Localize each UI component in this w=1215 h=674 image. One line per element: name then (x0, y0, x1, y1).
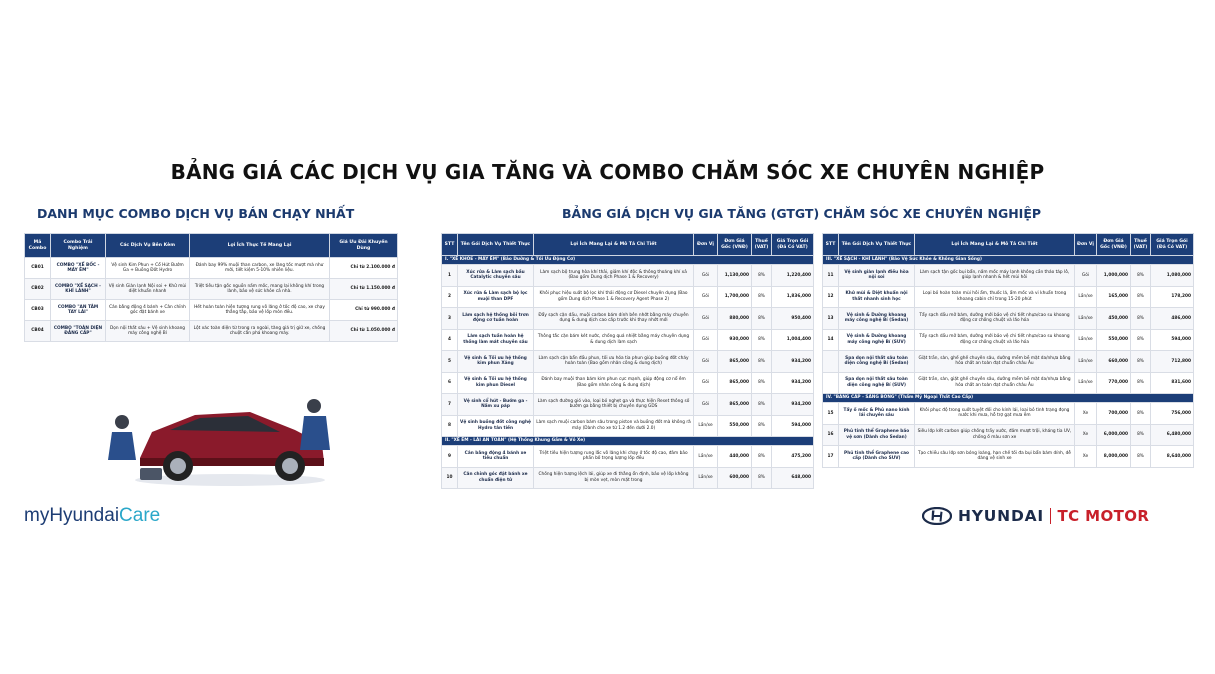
service-vat: 8% (1131, 265, 1151, 287)
service-row (823, 265, 1194, 287)
service-base-price: 600,000 (718, 467, 752, 489)
service-total-price: 756,000 (1151, 403, 1194, 425)
service-name: Spa dọn nội thất sâu toàn diện công nghệ Bí (SUV) (839, 372, 915, 394)
service-name: Vệ sinh cổ hút - Bướm ga - Nấm xu páp (458, 394, 534, 416)
service-row (823, 403, 1194, 425)
service-base-price: 8,000,000 (1097, 446, 1131, 468)
service-base-price: 550,000 (718, 415, 752, 437)
service-base-price: 700,000 (1097, 403, 1131, 425)
service-description: Tạo chiều sâu lớp sơn bóng loáng, hạn chế tối đa bụi bẩn bám dính, dễ dàng vệ sinh xe (915, 446, 1075, 468)
service-stt: 7 (442, 394, 458, 416)
hyundai-wordmark: HYUNDAI (958, 507, 1044, 525)
combo-benefit: Lột xác toàn diện từ trong ra ngoài, tăng giá trị giữ xe, chống chuột cắn phá khoang máy. (190, 321, 330, 342)
column-header: STT (823, 234, 839, 256)
service-stt: 4 (442, 329, 458, 351)
service-name: Cân chỉnh góc đặt bánh xe chuẩn điện tử (458, 467, 534, 489)
service-unit: Gói (694, 286, 718, 308)
column-header: Combo Trải Nghiệm (51, 234, 106, 258)
car-service-illustration (100, 340, 335, 490)
column-header: Lợi Ích Mang Lại & Mô Tả Chi Tiết (534, 234, 694, 256)
column-header: Giá Trọn Gói (Đã Có VAT) (1151, 234, 1194, 256)
service-unit: Gói (694, 265, 718, 287)
service-vat: 8% (752, 329, 772, 351)
service-stt: 17 (823, 446, 839, 468)
service-stt: 13 (823, 308, 839, 330)
column-header: Thuế (VAT) (752, 234, 772, 256)
group-title: III. "XẾ SẠCH - KHÍ LÀNH" (Bảo Vệ Sức Khỏe & Không Gian Sống) (823, 256, 1194, 265)
combo-services: Vệ sinh Kim Phun + Cổ Hút Bướm Ga + Buồng Đốt Hydro (106, 258, 190, 279)
service-total-price: 475,200 (772, 446, 814, 468)
service-vat: 8% (752, 308, 772, 330)
combo-row (25, 321, 398, 342)
combo-benefit: Hết hoàn toàn hiện tượng rung vô lăng ở tốc độ cao, xe chạy thẳng tắp, bảo vệ lốp mòn đều. (190, 300, 330, 321)
combo-code: CB03 (25, 300, 51, 321)
column-header: Giá Trọn Gói (Đã Có VAT) (772, 234, 814, 256)
service-stt: 2 (442, 286, 458, 308)
service-unit: Xe (1075, 446, 1097, 468)
service-row (442, 308, 814, 330)
service-row (823, 329, 1194, 351)
gtgt-table-right (822, 233, 1194, 468)
service-total-price: 1,836,000 (772, 286, 814, 308)
group-title: I. "XẾ KHỎE - MÁY ÊM" (Bảo Dưỡng & Tối Ưu Động Cơ) (442, 256, 814, 265)
service-description: Làm sạch muội carbon bám sâu trong piston và buồng đốt mà không rã máy (Dành cho xe từ 1.2 đến dưới 2.0) (534, 415, 694, 437)
service-stt: 10 (442, 467, 458, 489)
service-vat: 8% (752, 265, 772, 287)
column-header: Lợi Ích Mang Lại & Mô Tả Chi Tiết (915, 234, 1075, 256)
combo-section-title: DANH MỤC COMBO DỊCH VỤ BÁN CHẠY NHẤT (37, 206, 355, 221)
service-unit: Xe (1075, 424, 1097, 446)
combo-benefit: Triệt tiêu tận gốc nguồn nấm mốc, mang lại không khí trong lành, bảo vệ sức khỏe cả nhà. (190, 279, 330, 300)
service-unit: Gói (694, 351, 718, 373)
service-description: Đẩy sạch cặn dầu, muội carbon bám dính bên nhớt bằng máy chuyên dụng & dung dịch cao cấp trước khi thay nhớt mới (534, 308, 694, 330)
service-base-price: 865,000 (718, 351, 752, 373)
combo-code: CB04 (25, 321, 51, 342)
combo-row (25, 300, 398, 321)
group-header-row (442, 256, 814, 265)
service-name: Vệ sinh buồng đốt công nghệ Hydro tân tiến (458, 415, 534, 437)
service-vat: 8% (752, 446, 772, 468)
service-name: Phủ tinh thể Graphene cao cấp (Dành cho SUV) (839, 446, 915, 468)
service-stt: 16 (823, 424, 839, 446)
service-vat: 8% (1131, 286, 1151, 308)
service-total-price: 594,000 (772, 415, 814, 437)
service-stt: 8 (442, 415, 458, 437)
service-total-price: 934,200 (772, 394, 814, 416)
service-base-price: 6,000,000 (1097, 424, 1131, 446)
service-unit: Lần/xe (1075, 351, 1097, 373)
service-row (442, 467, 814, 489)
service-description: Giặt trần, sàn, giặt ghế chuyên sâu, dưỡng mềm bề mặt da/nhựa bằng hóa chất an toàn đạt chuẩn châu Âu (915, 372, 1075, 394)
service-row (442, 446, 814, 468)
group-header-row (442, 437, 814, 446)
service-name: Vệ sinh & Tối ưu hệ thống kim phun Xăng (458, 351, 534, 373)
service-vat: 8% (1131, 372, 1151, 394)
combo-price: Chỉ từ 990.000 đ (330, 300, 398, 321)
hyundai-emblem-icon (922, 507, 952, 525)
service-description: Làm sạch bộ trung hòa khí thải, giảm khí độc & thông thoáng khí xả (Bao gồm Dung dịch Phase 1 & Recovery) (534, 265, 694, 287)
service-name: Tẩy ố mốc & Phủ nano kính lái chuyên sâu (839, 403, 915, 425)
hyundai-tc-motor-logo (922, 505, 1149, 527)
service-base-price: 1,000,000 (1097, 265, 1131, 287)
service-row (823, 286, 1194, 308)
column-header: Đơn Vị (1075, 234, 1097, 256)
service-vat: 8% (752, 467, 772, 489)
service-description: Khôi phục hiệu suất bộ lọc khí thải động cơ Diesel chuyên dụng (Bao gồm Dung dịch Phase 1 & Recovery Agent Phase 2) (534, 286, 694, 308)
service-total-price: 1,220,400 (772, 265, 814, 287)
service-base-price: 440,000 (718, 446, 752, 468)
service-name: Vệ sinh & Tối ưu hệ thống kim phun Diesel (458, 372, 534, 394)
service-vat: 8% (1131, 403, 1151, 425)
service-base-price: 165,000 (1097, 286, 1131, 308)
service-row (823, 308, 1194, 330)
combo-name: COMBO "AN TÂM TAY LÁI" (51, 300, 106, 321)
service-name: Khử mùi & Diệt khuẩn nội thất nhanh sinh học (839, 286, 915, 308)
combo-name: COMBO "XẾ SẠCH - KHÍ LÀNH" (51, 279, 106, 300)
service-vat: 8% (1131, 446, 1151, 468)
service-unit: Gói (694, 372, 718, 394)
service-name: Vệ sinh & Dưỡng khoang máy công nghệ Bí (Sedan) (839, 308, 915, 330)
combo-table (24, 233, 398, 342)
column-header: Mã Combo (25, 234, 51, 258)
service-vat: 8% (1131, 308, 1151, 330)
service-total-price: 1,080,000 (1151, 265, 1194, 287)
service-base-price: 450,000 (1097, 308, 1131, 330)
service-unit: Gói (694, 329, 718, 351)
service-name: Vệ sinh giàn lạnh điều hòa nội soi (839, 265, 915, 287)
service-total-price: 934,200 (772, 351, 814, 373)
service-base-price: 880,000 (718, 308, 752, 330)
dealer-wordmark: TC MOTOR (1057, 507, 1150, 525)
service-stt: 12 (823, 286, 839, 308)
service-name: Làm sạch tuần hoàn hệ thống làm mát chuyên sâu (458, 329, 534, 351)
service-total-price: 934,200 (772, 372, 814, 394)
service-row (442, 415, 814, 437)
service-vat: 8% (1131, 329, 1151, 351)
service-row (442, 329, 814, 351)
combo-code: CB01 (25, 258, 51, 279)
column-header: Đơn Vị (694, 234, 718, 256)
service-description: Làm sạch đường gió vào, loại bỏ nghẹt ga và thực hiện Reset thông số bướm ga bằng thiết bị chuyên dụng GDS (534, 394, 694, 416)
service-vat: 8% (752, 415, 772, 437)
service-stt (823, 351, 839, 373)
column-header: STT (442, 234, 458, 256)
group-title: IV. "BẢNG CẤP - SÁNG BÓNG" (Thẩm Mỹ Ngoại Thất Cao Cấp) (823, 394, 1194, 403)
service-total-price: 1,004,400 (772, 329, 814, 351)
service-stt: 1 (442, 265, 458, 287)
combo-price: Chỉ từ 1.050.000 đ (330, 321, 398, 342)
group-title: II. "XẾ ÊM - LÁI AN TOÀN" (Hệ Thống Khung Gầm & Vỏ Xe) (442, 437, 814, 446)
column-header: Giá Ưu Đãi Khuyến Dùng (330, 234, 398, 258)
service-name: Xúc rửa & Làm sạch bộ lọc muội than DPF (458, 286, 534, 308)
service-stt: 15 (823, 403, 839, 425)
service-unit: Lần/xe (1075, 308, 1097, 330)
service-unit: Gói (694, 394, 718, 416)
combo-price: Chỉ từ 1.150.000 đ (330, 279, 398, 300)
service-name: Làm sạch hệ thống bôi trơn động cơ tuần hoàn (458, 308, 534, 330)
service-total-price: 950,400 (772, 308, 814, 330)
column-header: Tên Gói Dịch Vụ Thiết Thực (458, 234, 534, 256)
service-name: Vệ sinh & Dưỡng khoang máy công nghệ Bí (SUV) (839, 329, 915, 351)
service-description: Làm sạch cặn bẩn đầu phun, tối ưu hóa tia phun giúp buồng đốt cháy hoàn toàn (Bao gồm nhân công & dung dịch) (534, 351, 694, 373)
service-description: Đánh bay muội than bám kim phun cực mạnh, giúp động cơ nổ êm (Bao gồm nhân công & dung dịch) (534, 372, 694, 394)
service-unit: Lần/xe (694, 467, 718, 489)
service-vat: 8% (752, 394, 772, 416)
column-header: Các Dịch Vụ Bên Kèm (106, 234, 190, 258)
service-base-price: 770,000 (1097, 372, 1131, 394)
service-stt: 11 (823, 265, 839, 287)
service-row (823, 424, 1194, 446)
service-base-price: 1,700,000 (718, 286, 752, 308)
service-stt: 3 (442, 308, 458, 330)
service-total-price: 8,640,000 (1151, 446, 1194, 468)
column-header: Thuế (VAT) (1131, 234, 1151, 256)
service-base-price: 865,000 (718, 372, 752, 394)
service-row (442, 394, 814, 416)
service-base-price: 930,000 (718, 329, 752, 351)
service-row (823, 446, 1194, 468)
logo-divider (1050, 508, 1052, 524)
service-total-price: 178,200 (1151, 286, 1194, 308)
service-row (823, 372, 1194, 394)
service-description: Tẩy sạch dầu mỡ bám, dưỡng mới bảo vệ chi tiết nhựa/cao su khoang động cơ chống chuột và lão hóa (915, 308, 1075, 330)
combo-code: CB02 (25, 279, 51, 300)
service-unit: Lần/xe (694, 446, 718, 468)
service-unit: Lần/xe (694, 415, 718, 437)
service-total-price: 594,000 (1151, 329, 1194, 351)
service-total-price: 6,480,000 (1151, 424, 1194, 446)
service-unit: Gói (1075, 265, 1097, 287)
service-name: Cân bằng động 4 bánh xe tiêu chuẩn (458, 446, 534, 468)
gtgt-table-left (441, 233, 814, 489)
service-name: Spa dọn nội thất sâu toàn diện công nghệ Bí (Sedan) (839, 351, 915, 373)
service-description: Giặt trần, sàn, ghế ghế chuyên sâu, dưỡng mềm bề mặt da/nhựa bằng hóa chất an toàn đạt chuẩn châu Âu (915, 351, 1075, 373)
service-vat: 8% (1131, 424, 1151, 446)
service-stt (823, 372, 839, 394)
service-base-price: 660,000 (1097, 351, 1131, 373)
group-header-row (823, 256, 1194, 265)
service-stt: 5 (442, 351, 458, 373)
service-row (442, 351, 814, 373)
service-base-price: 1,130,000 (718, 265, 752, 287)
column-header: Đơn Giá Gốc (VNĐ) (1097, 234, 1131, 256)
service-description: Loại bỏ hoàn toàn mùi hôi ẩm, thuốc lá, ẩm mốc và vi khuẩn trong khoang cabin chỉ trong 15-20 phút (915, 286, 1075, 308)
combo-name: COMBO "XẾ BỐC - MÁY ÊM" (51, 258, 106, 279)
gtgt-right-header (823, 234, 1194, 256)
service-unit: Lần/xe (1075, 372, 1097, 394)
page-title: BẢNG GIÁ CÁC DỊCH VỤ GIA TĂNG VÀ COMBO CHĂM SÓC XE CHUYÊN NGHIỆP (170, 160, 1045, 184)
combo-services: Dọn nội thất sâu + Vệ sinh khoang máy công nghệ Bí (106, 321, 190, 342)
service-unit: Xe (1075, 403, 1097, 425)
service-name: Phủ tinh thể Graphene bảo vệ sơn (Dành cho Sedan) (839, 424, 915, 446)
combo-price: Chỉ từ 2.100.000 đ (330, 258, 398, 279)
group-header-row (823, 394, 1194, 403)
service-description: Làm sạch tận gốc bụi bẩn, nấm mốc máy lạnh không cần tháo táp lô, giúp lạnh nhanh & hết mùi hôi (915, 265, 1075, 287)
service-unit: Lần/xe (1075, 329, 1097, 351)
service-total-price: 712,800 (1151, 351, 1194, 373)
column-header: Tên Gói Dịch Vụ Thiết Thực (839, 234, 915, 256)
service-description: Khôi phục độ trong suốt tuyệt đối cho kính lái, loại bỏ tình trạng đọng nước khi mưa, hỗ trợ gạt mưa êm (915, 403, 1075, 425)
service-description: Tẩy sạch dầu mỡ bám, dưỡng mới bảo vệ chi tiết nhựa/cao su khoang động cơ chống chuột và lão hóa (915, 329, 1075, 351)
service-description: Thông tắc cặn bám két nước, chống quá nhiệt bằng máy chuyên dụng & dung dịch làm sạch (534, 329, 694, 351)
column-header: Đơn Giá Gốc (VNĐ) (718, 234, 752, 256)
service-total-price: 486,000 (1151, 308, 1194, 330)
gtgt-section-title: BẢNG GIÁ DỊCH VỤ GIA TĂNG (GTGT) CHĂM SÓC XE CHUYÊN NGHIỆP (562, 206, 1042, 221)
combo-benefit: Đánh bay 99% muội than carbon, xe lăng tốc mượt mà như mới, tiết kiệm 5-10% nhiên liệu. (190, 258, 330, 279)
service-vat: 8% (1131, 351, 1151, 373)
combo-services: Vệ sinh Giàn lạnh Nội soi + Khử mùi diệt khuẩn nhanh (106, 279, 190, 300)
service-name: Xúc rửa & Làm sạch bầu Catalytic chuyên sâu (458, 265, 534, 287)
column-header: Lợi Ích Thực Tế Mang Lại (190, 234, 330, 258)
service-total-price: 648,000 (772, 467, 814, 489)
service-row (442, 286, 814, 308)
combo-table-header (25, 234, 398, 258)
service-stt: 6 (442, 372, 458, 394)
service-unit: Lần/xe (1075, 286, 1097, 308)
combo-name: COMBO "TOÀN DIỆN ĐẲNG CẤP" (51, 321, 106, 342)
myhyundai-care-logo: myHyundaiCare (24, 505, 161, 526)
service-vat: 8% (752, 351, 772, 373)
service-stt: 9 (442, 446, 458, 468)
combo-services: Cân bằng động 4 bánh + Cân chỉnh góc đặt bánh xe (106, 300, 190, 321)
service-vat: 8% (752, 372, 772, 394)
service-row (442, 372, 814, 394)
service-unit: Gói (694, 308, 718, 330)
service-base-price: 865,000 (718, 394, 752, 416)
service-row (442, 265, 814, 287)
service-description: Siêu lớp kết carbon giúp chống trầy xước, đảm mượt trội, kháng tia UV, chống ố màu sơn xe (915, 424, 1075, 446)
service-base-price: 550,000 (1097, 329, 1131, 351)
gtgt-left-header (442, 234, 814, 256)
service-total-price: 831,600 (1151, 372, 1194, 394)
service-stt: 14 (823, 329, 839, 351)
service-vat: 8% (752, 286, 772, 308)
combo-row (25, 258, 398, 279)
service-description: Chống hiện tượng lệch lái, giúp xe đi thẳng ổn định, bảo vệ lốp không bị mòn vẹt, mòn mặt trong (534, 467, 694, 489)
service-description: Triệt tiêu hiện tượng rung lắc vô lăng khi chạy ở tốc độ cao, đảm bảo phần bố trọng lượng lốp đều (534, 446, 694, 468)
combo-row (25, 279, 398, 300)
service-row (823, 351, 1194, 373)
